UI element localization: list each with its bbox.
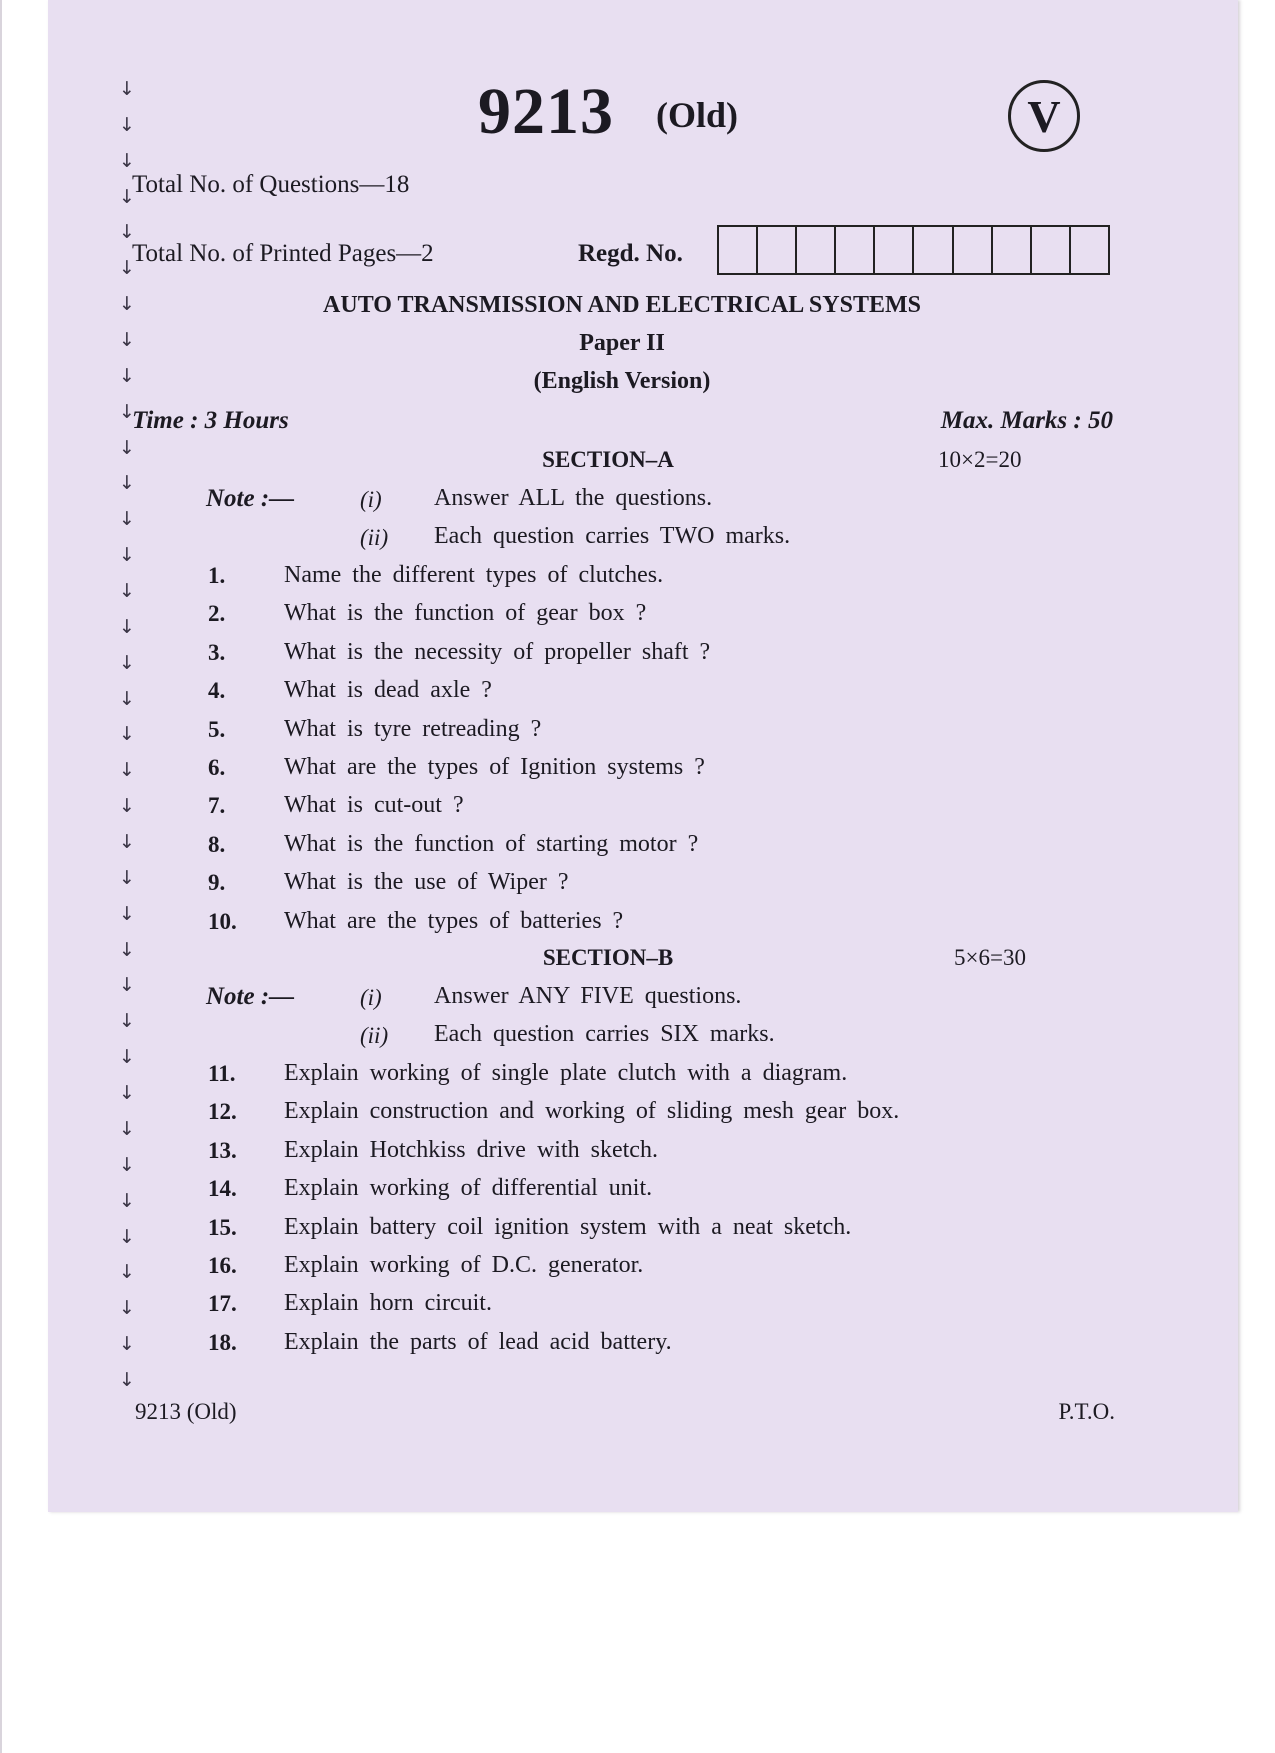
regd-digit-box[interactable] bbox=[719, 227, 758, 273]
footer-code: 9213 (Old) bbox=[135, 1399, 237, 1424]
question-number: 5. bbox=[208, 716, 226, 742]
regd-digit-box[interactable] bbox=[1071, 227, 1108, 273]
question-text: Name the different types of clutches. bbox=[284, 562, 664, 588]
regd-digit-box[interactable] bbox=[875, 227, 914, 273]
down-arrow-icon: ↓ bbox=[119, 1261, 135, 1284]
paper-number: Paper II bbox=[579, 330, 665, 356]
question-text: Explain working of single plate clutch with a diagram. bbox=[284, 1060, 848, 1086]
question-text: What are the types of batteries ? bbox=[284, 907, 624, 934]
question-text: What are the types of Ignition systems ? bbox=[284, 754, 705, 780]
section-a-heading: SECTION–A bbox=[542, 447, 674, 472]
question-text: Explain Hotchkiss drive with sketch. bbox=[284, 1136, 658, 1163]
max-marks: Max. Marks : 50 bbox=[940, 407, 1113, 434]
total-questions: Total No. of Questions—18 bbox=[132, 171, 410, 198]
question-number: 14. bbox=[208, 1176, 237, 1202]
down-arrow-icon: ↓ bbox=[119, 508, 135, 531]
note-number: (i) bbox=[360, 985, 382, 1010]
down-arrow-icon: ↓ bbox=[119, 1046, 135, 1069]
question-number: 9. bbox=[208, 870, 226, 896]
page-edge bbox=[0, 0, 2, 1753]
regd-digit-box[interactable] bbox=[954, 227, 993, 273]
down-arrow-icon: ↓ bbox=[119, 1189, 135, 1212]
note-text: Each question carries SIX marks. bbox=[434, 1021, 775, 1047]
down-arrow-icon: ↓ bbox=[119, 113, 135, 136]
section-b-marks: 5×6=30 bbox=[954, 945, 1026, 970]
question-text: What is dead axle ? bbox=[284, 677, 492, 704]
down-arrow-icon: ↓ bbox=[119, 723, 135, 746]
question-number: 1. bbox=[208, 563, 226, 588]
down-arrow-icon: ↓ bbox=[119, 78, 135, 100]
language-version: (English Version) bbox=[533, 368, 711, 394]
question-number: 2. bbox=[208, 601, 226, 627]
down-arrow-icon: ↓ bbox=[119, 974, 135, 997]
down-arrow-icon: ↓ bbox=[119, 1153, 135, 1176]
down-arrow-icon: ↓ bbox=[119, 185, 135, 208]
regd-digit-box[interactable] bbox=[758, 227, 797, 273]
note-number: (ii) bbox=[360, 1023, 389, 1048]
down-arrow-icon: ↓ bbox=[119, 938, 135, 961]
down-arrow-icon: ↓ bbox=[119, 1225, 135, 1248]
version-badge: V bbox=[1008, 80, 1080, 152]
note-text: Answer ALL the questions. bbox=[434, 485, 713, 511]
regd-no-label: Regd. No. bbox=[578, 240, 683, 267]
down-arrow-icon: ↓ bbox=[119, 221, 135, 244]
question-number: 12. bbox=[208, 1099, 237, 1125]
question-text: Explain the parts of lead acid battery. bbox=[284, 1328, 672, 1355]
question-number: 4. bbox=[208, 678, 226, 704]
total-printed-pages: Total No. of Printed Pages—2 bbox=[132, 240, 434, 267]
question-text: What is the use of Wiper ? bbox=[284, 869, 569, 896]
note-number: (i) bbox=[360, 487, 382, 512]
question-number: 16. bbox=[208, 1253, 237, 1278]
down-arrow-icon: ↓ bbox=[119, 759, 135, 782]
question-text: What is the necessity of propeller shaft ? bbox=[284, 638, 711, 665]
down-arrow-icon: ↓ bbox=[119, 436, 135, 459]
down-arrow-icon: ↓ bbox=[119, 1297, 135, 1320]
paper-code: 9213 bbox=[478, 75, 614, 148]
section-b-note-label: Note :— bbox=[206, 983, 295, 1010]
question-text: What is cut-out ? bbox=[284, 792, 464, 819]
down-arrow-icon: ↓ bbox=[119, 544, 135, 567]
question-number: 7. bbox=[208, 793, 226, 819]
question-text: What is the function of starting motor ? bbox=[284, 830, 699, 857]
regd-digit-box[interactable] bbox=[914, 227, 953, 273]
down-arrow-icon: ↓ bbox=[119, 293, 135, 316]
question-text: What is tyre retreading ? bbox=[284, 715, 542, 742]
down-arrow-icon: ↓ bbox=[119, 364, 135, 387]
down-arrow-icon: ↓ bbox=[119, 472, 135, 495]
margin-arrow-column bbox=[112, 80, 142, 1390]
question-number: 15. bbox=[208, 1214, 237, 1240]
section-a-note-label: Note :— bbox=[206, 485, 295, 512]
question-text: What is the function of gear box ? bbox=[284, 600, 647, 627]
question-text: Explain horn circuit. bbox=[284, 1290, 492, 1317]
down-arrow-icon: ↓ bbox=[119, 1117, 135, 1140]
regd-no-boxes[interactable] bbox=[717, 225, 1110, 275]
note-text: Each question carries TWO marks. bbox=[434, 523, 791, 549]
exam-duration: Time : 3 Hours bbox=[132, 407, 289, 434]
down-arrow-icon: ↓ bbox=[119, 1333, 135, 1356]
question-text: Explain battery coil ignition system with a neat sketch. bbox=[284, 1213, 852, 1240]
regd-digit-box[interactable] bbox=[993, 227, 1032, 273]
down-arrow-icon: ↓ bbox=[119, 615, 135, 638]
question-number: 3. bbox=[208, 639, 226, 665]
question-number: 6. bbox=[208, 755, 226, 780]
footer-pto: P.T.O. bbox=[1058, 1399, 1115, 1424]
question-text: Explain working of D.C. generator. bbox=[284, 1252, 644, 1278]
regd-digit-box[interactable] bbox=[797, 227, 836, 273]
down-arrow-icon: ↓ bbox=[119, 687, 135, 710]
question-number: 18. bbox=[208, 1329, 237, 1355]
down-arrow-icon: ↓ bbox=[119, 831, 135, 854]
question-text: Explain working of differential unit. bbox=[284, 1175, 653, 1202]
down-arrow-icon: ↓ bbox=[119, 149, 135, 172]
question-number: 13. bbox=[208, 1137, 237, 1163]
section-a-marks: 10×2=20 bbox=[938, 447, 1022, 472]
paper-code-suffix: (Old) bbox=[656, 95, 739, 135]
note-number: (ii) bbox=[360, 525, 389, 550]
down-arrow-icon: ↓ bbox=[119, 1368, 135, 1391]
down-arrow-icon: ↓ bbox=[119, 866, 135, 889]
question-number: 10. bbox=[208, 908, 237, 934]
question-number: 11. bbox=[208, 1061, 236, 1086]
down-arrow-icon: ↓ bbox=[119, 1082, 135, 1105]
section-b-heading: SECTION–B bbox=[542, 945, 674, 970]
regd-digit-box[interactable] bbox=[836, 227, 875, 273]
down-arrow-icon: ↓ bbox=[119, 400, 135, 423]
subject-title: AUTO TRANSMISSION AND ELECTRICAL SYSTEMS bbox=[323, 292, 921, 318]
down-arrow-icon: ↓ bbox=[119, 651, 135, 674]
question-number: 8. bbox=[208, 831, 226, 857]
question-number: 17. bbox=[208, 1291, 237, 1317]
question-text: Explain construction and working of sliding mesh gear box. bbox=[284, 1098, 900, 1125]
note-text: Answer ANY FIVE questions. bbox=[434, 983, 742, 1009]
down-arrow-icon: ↓ bbox=[119, 795, 135, 818]
down-arrow-icon: ↓ bbox=[119, 580, 135, 603]
down-arrow-icon: ↓ bbox=[119, 257, 135, 280]
down-arrow-icon: ↓ bbox=[119, 1010, 135, 1033]
down-arrow-icon: ↓ bbox=[119, 902, 135, 925]
down-arrow-icon: ↓ bbox=[119, 329, 135, 352]
regd-digit-box[interactable] bbox=[1032, 227, 1071, 273]
